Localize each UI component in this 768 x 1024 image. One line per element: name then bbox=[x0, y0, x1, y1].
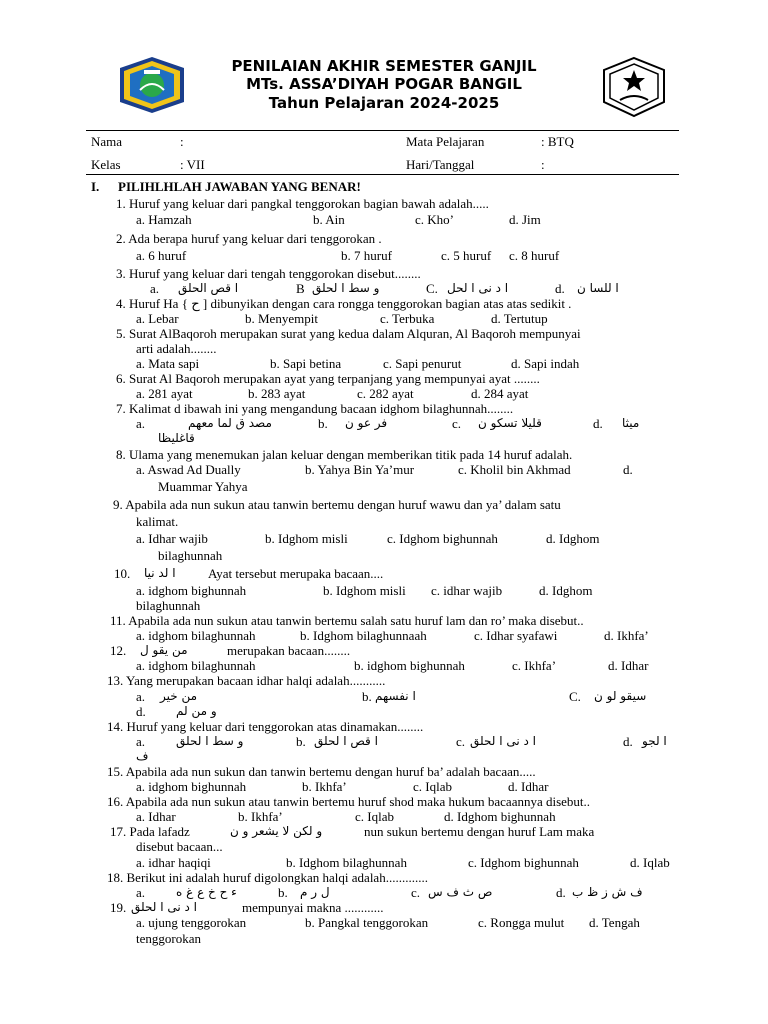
q18-option-b: b. bbox=[278, 885, 288, 900]
q5-option-b: b. Sapi betina bbox=[270, 356, 342, 371]
q13-option-c-arabic: سيقو لو ن bbox=[594, 689, 647, 703]
q6-option-d: d. 284 ayat bbox=[471, 386, 529, 401]
question-11: 11. Apabila ada nun sukun atau tanwin bertemu salah satu huruf lam dan ro’ maka disebut.. bbox=[110, 613, 584, 628]
nama-colon: : bbox=[180, 134, 184, 149]
q3-option-c: C. bbox=[426, 281, 438, 296]
question-17-continued: disebut bacaan... bbox=[136, 839, 223, 854]
question-9-continued: kalimat. bbox=[136, 514, 179, 529]
q7-option-c-arabic: قليلا تسكو ن bbox=[478, 416, 542, 430]
q3-option-d-arabic: ا للسا ن bbox=[577, 281, 619, 295]
q11-option-c: c. Idhar syafawi bbox=[474, 628, 558, 643]
q13-option-d: d. bbox=[136, 704, 146, 719]
q12-option-a: a. idghom bilaghunnah bbox=[136, 658, 256, 673]
q13-option-a: a. bbox=[136, 689, 146, 704]
q16-option-d: d. Idghom bighunnah bbox=[444, 809, 556, 824]
q14-option-c-arabic: ا د نى ا لحلق bbox=[470, 734, 536, 748]
q15-option-a: a. idghom bighunnah bbox=[136, 779, 247, 794]
q1-option-d: d. Jim bbox=[509, 212, 541, 227]
q5-option-c: c. Sapi penurut bbox=[383, 356, 462, 371]
q14-option-a: a. bbox=[136, 734, 146, 749]
q2-option-d: c. 8 huruf bbox=[509, 248, 560, 263]
q4-option-b: b. Menyempit bbox=[245, 311, 318, 326]
q16-option-b: b. Ikhfa’ bbox=[238, 809, 283, 824]
q19-option-b: b. Pangkal tenggorokan bbox=[305, 915, 429, 930]
question-17: nun sukun bertemu dengan huruf Lam maka bbox=[364, 824, 595, 839]
q18-option-a: a. bbox=[136, 885, 146, 900]
question-7: 7. Kalimat d ibawah ini yang mengandung bacaan idghom bilaghunnah........ bbox=[116, 401, 514, 416]
q15-option-c: c. Iqlab bbox=[413, 779, 452, 794]
header-rule-bottom bbox=[86, 174, 679, 175]
q14-option-b: b. bbox=[296, 734, 306, 749]
q4-option-d: d. Tertutup bbox=[491, 311, 548, 326]
question-4: 4. Huruf Ha { ح ] dibunyikan dengan cara rongga tenggorokan bagian atas atas sedikit . bbox=[116, 296, 572, 311]
q18-option-c: c. bbox=[411, 885, 421, 900]
q3-option-a-arabic: ا قص الحلق bbox=[178, 281, 239, 295]
question-18: 18. Berikut ini adalah huruf digolongkan halqi adalah............. bbox=[107, 870, 428, 885]
q14-option-d-arabic-continued: ف bbox=[136, 749, 149, 763]
q9-option-d: d. Idghom bbox=[546, 531, 600, 546]
q4-option-a: a. Lebar bbox=[136, 311, 179, 326]
q4-option-c: c. Terbuka bbox=[380, 311, 435, 326]
question-5: 5. Surat AlBaqoroh merupakan surat yang kedua dalam Alquran, Al Baqoroh mempunyai bbox=[116, 326, 581, 341]
q8-option-d-continued: Muammar Yahya bbox=[158, 479, 248, 494]
question-16: 16. Apabila ada nun sukun atau tanwin bertemu huruf shod maka hukum bacaannya disebut.. bbox=[107, 794, 591, 809]
mapel-value: : BTQ bbox=[541, 134, 574, 149]
q8-option-d: d. bbox=[623, 462, 633, 477]
question-15: 15. Apabila ada nun sukun dan tanwin bertemu dengan huruf ba’ adalah bacaan..... bbox=[107, 764, 536, 779]
question-12-arabic: من يقو ل bbox=[140, 643, 188, 657]
q18-option-d: d. bbox=[556, 885, 566, 900]
school-name: MTs. ASSA’DIYAH POGAR BANGIL bbox=[246, 75, 522, 93]
q13-option-b: b. bbox=[362, 689, 372, 704]
section-title: PILIHLHLAH JAWABAN YANG BENAR! bbox=[118, 179, 361, 194]
q14-option-d-arabic: ا لجو bbox=[642, 734, 667, 748]
q10-option-d-continued: bilaghunnah bbox=[136, 598, 201, 613]
q18-option-d-arabic: ف ش ز ظ ب bbox=[572, 885, 643, 899]
q17-option-c: c. Idghom bighunnah bbox=[468, 855, 579, 870]
question-19: mempunyai makna ............ bbox=[242, 900, 384, 915]
q9-option-c: c. Idghom bighunnah bbox=[387, 531, 498, 546]
question-1: 1. Huruf yang keluar dari pangkal tenggorokan bagian bawah adalah..... bbox=[116, 196, 489, 211]
q7-option-b: b. bbox=[318, 416, 328, 431]
q2-option-c: c. 5 huruf bbox=[441, 248, 492, 263]
q18-option-a-arabic: ء ح خ ع غ ه bbox=[176, 885, 237, 899]
q16-option-a: a. Idhar bbox=[136, 809, 176, 824]
header-rule-top bbox=[86, 130, 679, 131]
q14-option-b-arabic: ا قص ا لحلق bbox=[314, 734, 378, 748]
q3-option-b-arabic: و سط ا لحلق bbox=[312, 281, 380, 295]
q11-option-b: b. Idghom bilaghunnaah bbox=[300, 628, 427, 643]
q3-option-b: B bbox=[296, 281, 305, 296]
q7-option-c: c. bbox=[452, 416, 462, 431]
q18-option-b-arabic: ل ر م bbox=[300, 885, 330, 899]
question-13: 13. Yang merupakan bacaan idhar halqi adalah........... bbox=[107, 673, 386, 688]
question-3: 3. Huruf yang keluar dari tengah tenggorokan disebut........ bbox=[116, 266, 421, 281]
q3-option-d: d. bbox=[555, 281, 565, 296]
q14-option-d: d. bbox=[623, 734, 633, 749]
q7-option-a: a. bbox=[136, 416, 146, 431]
q11-option-d: d. Ikhfa’ bbox=[604, 628, 649, 643]
q13-option-b-arabic: ا نفسهم bbox=[375, 689, 416, 703]
kelas-value: : VII bbox=[180, 157, 205, 172]
q12-option-d: d. Idhar bbox=[608, 658, 649, 673]
q17-option-b: b. Idghom bilaghunnah bbox=[286, 855, 407, 870]
q2-option-a: a. 6 huruf bbox=[136, 248, 187, 263]
q6-option-a: a. 281 ayat bbox=[136, 386, 193, 401]
q7-option-a-arabic: مصد ق لما معهم bbox=[188, 416, 272, 430]
q19-option-c: c. Rongga mulut bbox=[478, 915, 565, 930]
question-12: merupakan bacaan........ bbox=[227, 643, 351, 658]
q1-option-b: b. Ain bbox=[313, 212, 345, 227]
q3-option-a: a. bbox=[150, 281, 160, 296]
question-10-arabic: ا لد نيا bbox=[144, 566, 176, 580]
q19-option-a: a. ujung tenggorokan bbox=[136, 915, 247, 930]
question-8: 8. Ulama yang menemukan jalan keluar dengan memberikan titik pada 14 huruf adalah. bbox=[116, 447, 573, 462]
hari-label: Hari/Tanggal bbox=[406, 157, 475, 172]
q7-option-d-arabic-continued: قاغليظا bbox=[158, 431, 195, 445]
q1-option-a: a. Hamzah bbox=[136, 212, 192, 227]
question-10-number: 10. bbox=[114, 566, 131, 581]
q9-option-a: a. Idhar wajib bbox=[136, 531, 208, 546]
question-10: Ayat tersebut merupaka bacaan.... bbox=[208, 566, 384, 581]
question-19-arabic: ا د نى ا لحلق bbox=[131, 900, 197, 914]
q17-option-d: d. Iqlab bbox=[630, 855, 670, 870]
q10-option-c: c. idhar wajib bbox=[431, 583, 503, 598]
q19-option-d-continued: tenggorokan bbox=[136, 931, 201, 946]
q17-option-a: a. idhar haqiqi bbox=[136, 855, 211, 870]
q8-option-c: c. Kholil bin Akhmad bbox=[458, 462, 571, 477]
q12-option-b: b. idghom bighunnah bbox=[354, 658, 465, 673]
exam-title: PENILAIAN AKHIR SEMESTER GANJIL bbox=[231, 57, 537, 75]
q13-option-c: C. bbox=[569, 689, 581, 704]
q15-option-d: d. Idhar bbox=[508, 779, 549, 794]
q8-option-b: b. Yahya Bin Ya’mur bbox=[305, 462, 415, 477]
question-9: 9. Apabila ada nun sukun atau tanwin bertemu dengan huruf wawu dan ya’ dalam satu bbox=[113, 497, 561, 512]
q7-option-d: d. bbox=[593, 416, 603, 431]
q14-option-a-arabic: و سط ا لحلق bbox=[176, 734, 244, 748]
q5-option-d: d. Sapi indah bbox=[511, 356, 580, 371]
question-12-number: 12. bbox=[110, 643, 127, 658]
question-17-intro: 17. Pada lafadz bbox=[110, 824, 190, 839]
q9-option-b: b. Idghom misli bbox=[265, 531, 348, 546]
q6-option-c: c. 282 ayat bbox=[357, 386, 414, 401]
q9-option-d-continued: bilaghunnah bbox=[158, 548, 223, 563]
q13-option-a-arabic: من خير bbox=[160, 689, 198, 703]
hari-colon: : bbox=[541, 157, 545, 172]
question-19-number: 19. bbox=[110, 900, 127, 915]
kelas-label: Kelas bbox=[91, 157, 121, 172]
question-14: 14. Huruf yang keluar dari tenggorokan atas dinamakan........ bbox=[107, 719, 424, 734]
q7-option-b-arabic: فر عو ن bbox=[345, 416, 388, 430]
q12-option-c: c. Ikhfa’ bbox=[512, 658, 557, 673]
question-17-arabic: و لكن لا يشعر و ن bbox=[230, 824, 323, 838]
q10-option-a: a. idghom bighunnah bbox=[136, 583, 247, 598]
section-number: I. bbox=[91, 179, 100, 194]
q1-option-c: c. Kho’ bbox=[415, 212, 454, 227]
q11-option-a: a. idghom bilaghunnah bbox=[136, 628, 256, 643]
q14-option-c: c. bbox=[456, 734, 466, 749]
q10-option-b: b. Idghom misli bbox=[323, 583, 406, 598]
q8-option-a: a. Aswad Ad Dually bbox=[136, 462, 241, 477]
q19-option-d: d. Tengah bbox=[589, 915, 640, 930]
question-2: 2. Ada berapa huruf yang keluar dari tenggorokan . bbox=[116, 231, 382, 246]
q5-option-a: a. Mata sapi bbox=[136, 356, 200, 371]
q6-option-b: b. 283 ayat bbox=[248, 386, 306, 401]
q18-option-c-arabic: ص ث ف س bbox=[428, 885, 493, 899]
q16-option-c: c. Iqlab bbox=[355, 809, 394, 824]
q13-option-d-arabic: و من لم bbox=[176, 704, 217, 718]
question-5-continued: arti adalah........ bbox=[136, 341, 217, 356]
q10-option-d: d. Idghom bbox=[539, 583, 593, 598]
q15-option-b: b. Ikhfa’ bbox=[302, 779, 347, 794]
q7-option-d-arabic: ميثا bbox=[622, 416, 640, 430]
question-6: 6. Surat Al Baqoroh merupakan ayat yang terpanjang yang mempunyai ayat ........ bbox=[116, 371, 540, 386]
mapel-label: Mata Pelajaran bbox=[406, 134, 485, 149]
academic-year: Tahun Pelajaran 2024-2025 bbox=[268, 94, 500, 112]
q3-option-c-arabic: ا د نى ا لحل bbox=[447, 281, 509, 295]
q2-option-b: b. 7 huruf bbox=[341, 248, 392, 263]
nama-label: Nama bbox=[91, 134, 123, 149]
